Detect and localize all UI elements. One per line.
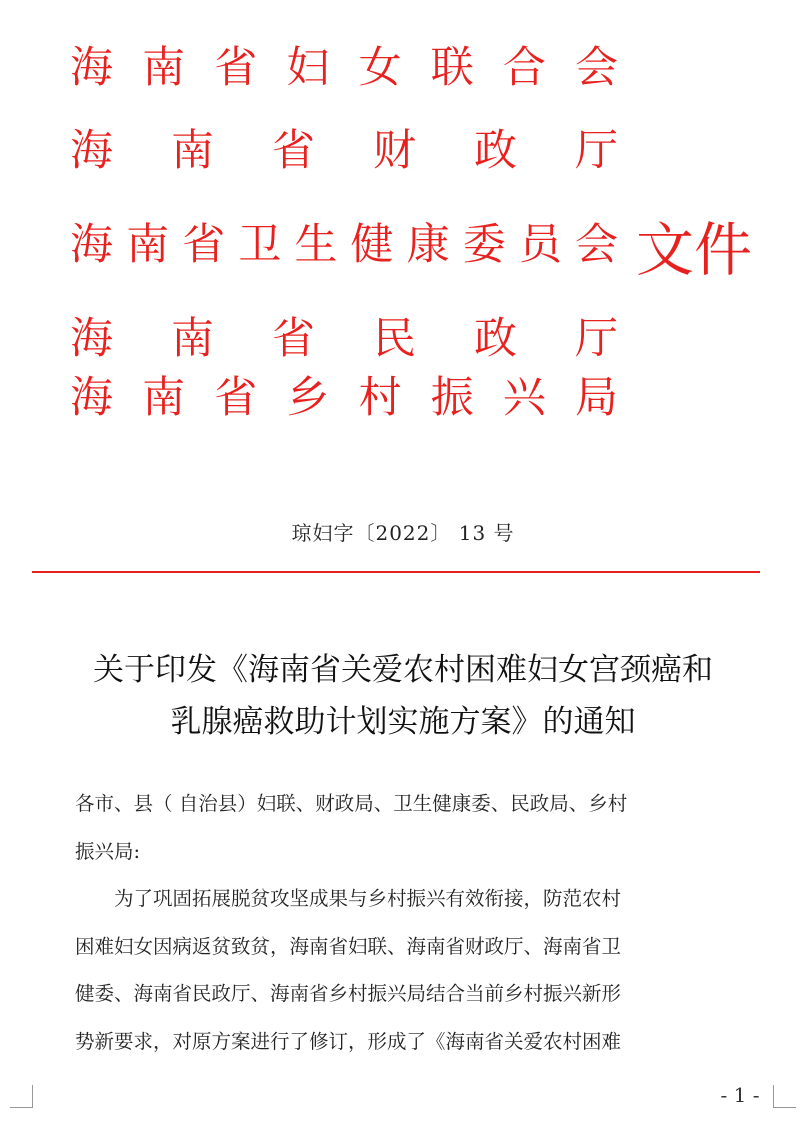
document-body [75, 780, 760, 1065]
issuer-char: 会 [574, 43, 618, 93]
issuer-char: 卫 [238, 220, 282, 270]
issuer-name [70, 38, 618, 98]
corner-crop-mark-right [773, 1085, 796, 1108]
issuer-char: 财 [373, 126, 416, 176]
issuer-char: 会 [574, 220, 618, 270]
issuer-char: 海 [70, 220, 113, 270]
body-line: 各市、县（ 自治县）妇联、财政局、卫生健康委、民政局、乡村 [75, 792, 628, 815]
body-line: 振兴局: [75, 839, 141, 863]
issuer-char: 厅 [575, 314, 618, 364]
issuer-char: 南 [142, 373, 186, 423]
issuer-char: 员 [518, 220, 562, 270]
issuer-char: 政 [474, 314, 517, 364]
issuer-char: 村 [358, 373, 402, 423]
body-line: 势新要求，对原方案进行了修订，形成了《海南省关爱农村困难 [75, 1029, 622, 1053]
issuer-char: 合 [502, 43, 546, 93]
issuer-name [70, 309, 618, 369]
issuer-char: 南 [142, 43, 186, 93]
document-number: 琼妇字〔2022〕 13 号 [291, 521, 515, 545]
issuer-char: 省 [272, 126, 315, 176]
issuer-name [70, 121, 618, 181]
document-title [40, 644, 766, 748]
issuer-char: 南 [171, 126, 214, 176]
issuer-name [70, 215, 618, 275]
issuer-char: 海 [70, 314, 113, 364]
issuer-char: 联 [430, 43, 474, 93]
file-mark: 文件 [636, 216, 753, 284]
issuer-char: 南 [171, 314, 214, 364]
issuer-char: 生 [294, 220, 338, 270]
issuer-char: 女 [358, 43, 402, 93]
issuer-char: 兴 [502, 373, 546, 423]
issuer-char: 民 [373, 314, 416, 364]
issuer-char: 海 [70, 43, 113, 93]
body-line: 困难妇女因病返贫致贫，海南省妇联、海南省财政厅、海南省卫 [75, 934, 622, 958]
body-line: 为了巩固拓展脱贫攻坚成果与乡村振兴有效衔接，防范农村 [75, 887, 622, 910]
issuer-char: 省 [272, 314, 315, 364]
issuer-char: 省 [182, 220, 226, 270]
issuer-char: 海 [70, 126, 113, 176]
page-number: - 1 - [720, 1083, 760, 1107]
issuer-char: 振 [430, 373, 474, 423]
title-line-2: 乳腺癌救助计划实施方案》的通知 [170, 704, 636, 740]
title-line-1: 关于印发《海南省关爱农村困难妇女宫颈癌和 [93, 652, 713, 688]
issuer-char: 省 [214, 43, 258, 93]
issuer-char: 乡 [286, 373, 330, 423]
issuer-char: 康 [406, 220, 450, 270]
issuer-name [70, 368, 618, 428]
issuer-char: 妇 [286, 43, 330, 93]
issuer-char: 省 [214, 373, 258, 423]
body-line: 健委、海南省民政厅、海南省乡村振兴局结合当前乡村振兴新形 [75, 982, 622, 1005]
issuer-char: 政 [474, 126, 517, 176]
issuer-char: 健 [350, 220, 394, 270]
corner-crop-mark-left [10, 1085, 33, 1108]
issuer-char: 厅 [575, 126, 618, 176]
issuer-char: 局 [574, 373, 618, 423]
issuer-char: 海 [70, 373, 113, 423]
red-divider [32, 571, 760, 573]
issuer-char: 南 [126, 220, 170, 270]
issuer-char: 委 [462, 220, 506, 270]
